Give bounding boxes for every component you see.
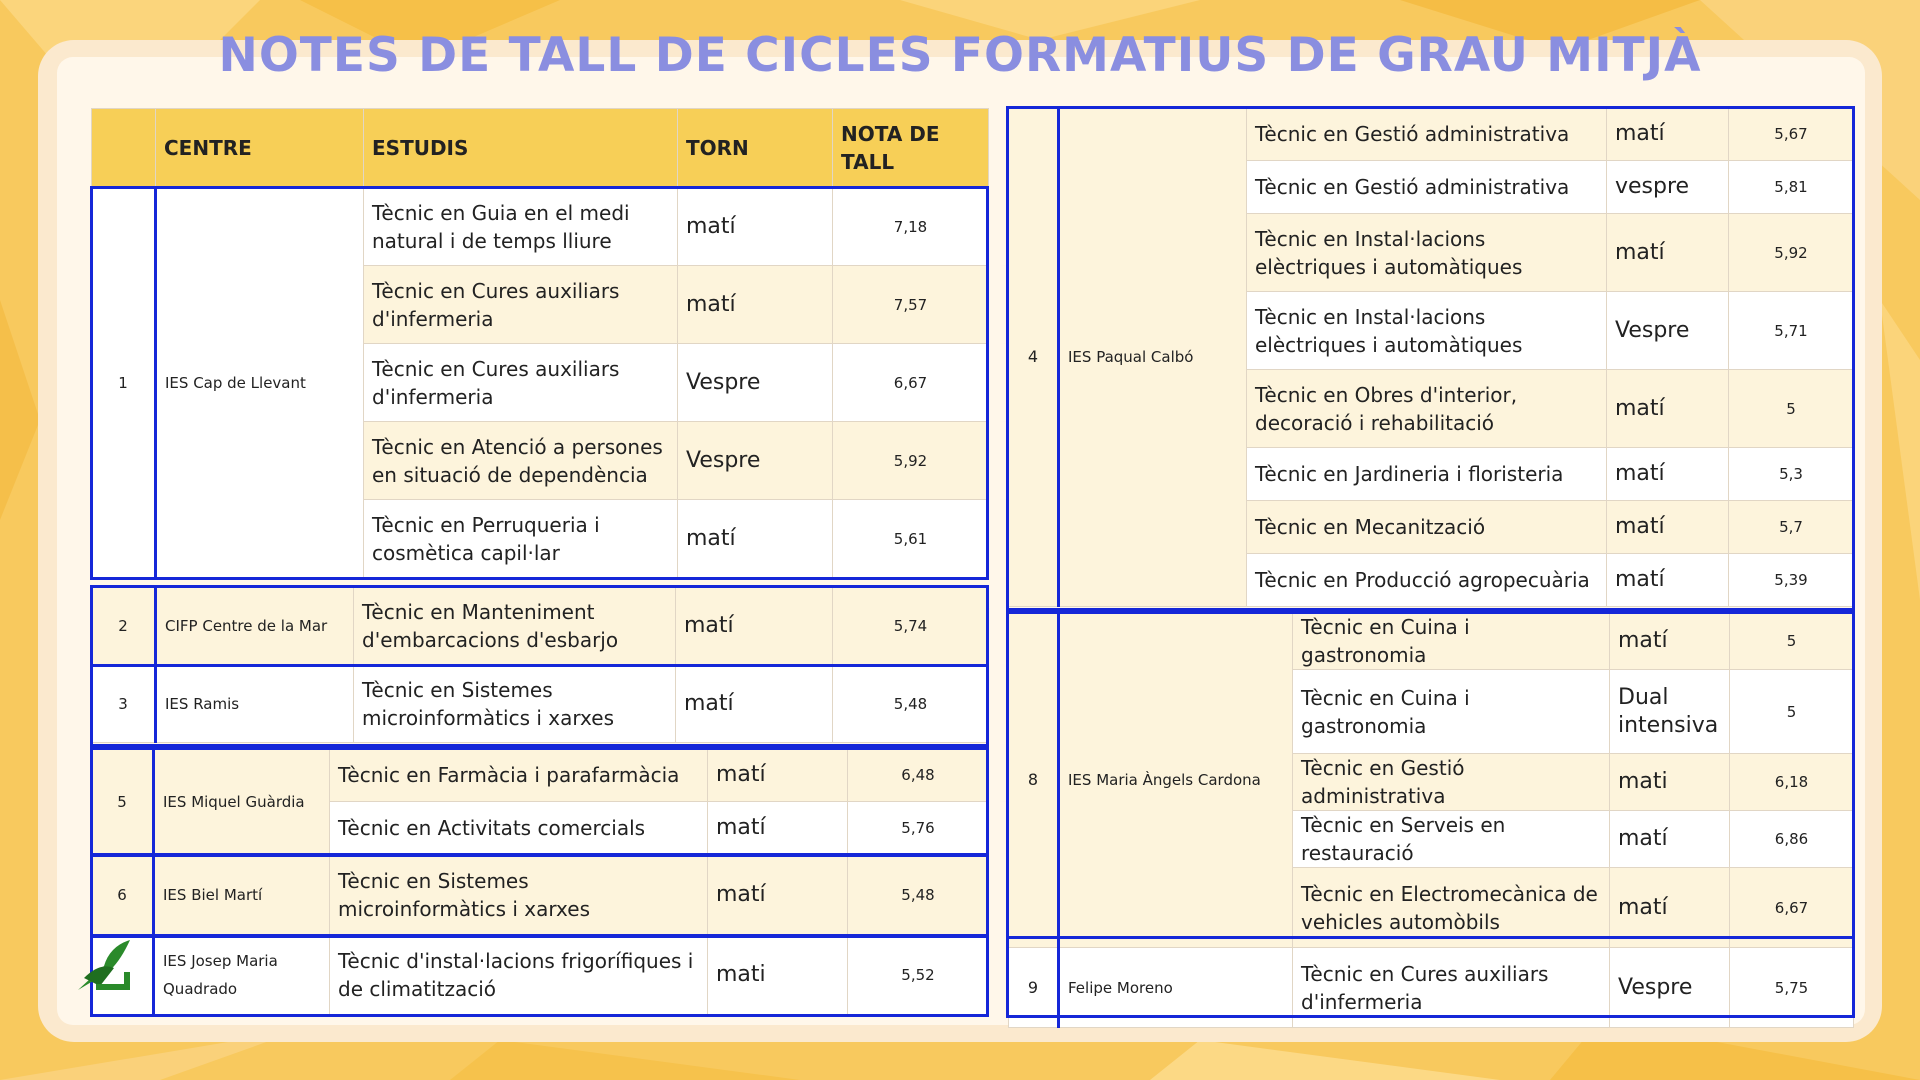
- estudis-cell: Tècnic en Cuina i gastronomia: [1293, 670, 1610, 754]
- table-row: [1009, 108, 1854, 161]
- table-row: [92, 665, 989, 743]
- torn-cell: matí: [676, 587, 833, 665]
- torn-cell: matí: [1607, 370, 1729, 448]
- nota-cell: 7,57: [833, 266, 989, 344]
- estudis-cell: Tècnic en Gestió administrativa: [1293, 754, 1610, 811]
- nota-cell: 5,81: [1729, 161, 1854, 214]
- estudis-cell: Tècnic en Mecanització: [1247, 501, 1607, 554]
- right-table-bottom: [1008, 612, 1854, 1028]
- estudis-cell: Tècnic en Cures auxiliars d'infermeria: [364, 344, 678, 422]
- estudis-cell: Tècnic en Jardineria i floristeria: [1247, 448, 1607, 501]
- torn-cell: matí: [708, 749, 848, 802]
- estudis-cell: Tècnic en Producció agropecuària: [1247, 554, 1607, 607]
- torn-cell: matí: [678, 266, 833, 344]
- torn-cell: matí: [708, 855, 848, 935]
- right-table-top: [1008, 107, 1854, 607]
- nota-cell: 6,86: [1730, 811, 1854, 868]
- nota-cell: 5: [1730, 613, 1854, 670]
- estudis-cell: Tècnic en Manteniment d'embarcacions d'esbarjo: [354, 587, 676, 665]
- torn-cell: matí: [1607, 448, 1729, 501]
- estudis-cell: Tècnic en Gestió administrativa: [1247, 108, 1607, 161]
- estudis-cell: Tècnic en Cuina i gastronomia: [1293, 613, 1610, 670]
- estudis-cell: Tècnic en Guia en el medi natural i de temps lliure: [364, 188, 678, 266]
- nota-cell: 6,67: [1730, 868, 1854, 948]
- torn-cell: matí: [1610, 613, 1730, 670]
- estudis-cell: Tècnic en Atenció a persones en situació de dependència: [364, 422, 678, 500]
- estudis-cell: Tècnic en Activitats comercials: [330, 802, 708, 855]
- torn-cell: mati: [1610, 754, 1730, 811]
- torn-cell: mati: [708, 935, 848, 1015]
- header-centre: CENTRE: [156, 109, 364, 188]
- left-table-middle: [91, 586, 989, 743]
- row-number: 6: [92, 855, 154, 935]
- estudis-cell: Tècnic en Instal·lacions elèctriques i automàtiques: [1247, 292, 1607, 370]
- leaf-logo-icon: [70, 932, 140, 1002]
- torn-cell: matí: [678, 500, 833, 578]
- estudis-cell: Tècnic d'instal·lacions frigorífiques i de climatització: [330, 935, 708, 1015]
- nota-cell: 5,7: [1729, 501, 1854, 554]
- nota-cell: 5: [1729, 370, 1854, 448]
- estudis-cell: Tècnic en Obres d'interior, decoració i rehabilitació: [1247, 370, 1607, 448]
- centre-name: IES Paqual Calbó: [1059, 108, 1247, 607]
- estudis-cell: Tècnic en Sistemes microinformàtics i xarxes: [354, 665, 676, 743]
- centre-name: IES Josep Maria Quadrado: [154, 935, 330, 1015]
- nota-cell: 5,75: [1730, 948, 1854, 1028]
- torn-cell: matí: [1607, 214, 1729, 292]
- torn-cell: matí: [1607, 554, 1729, 607]
- page-title: NOTES DE TALL DE CICLES FORMATIUS DE GRAU MITJÀ: [218, 28, 1702, 83]
- estudis-cell: Tècnic en Instal·lacions elèctriques i automàtiques: [1247, 214, 1607, 292]
- table-row: [92, 188, 989, 266]
- torn-cell: Vespre: [1607, 292, 1729, 370]
- nota-cell: 7,18: [833, 188, 989, 266]
- torn-cell: matí: [1610, 868, 1730, 948]
- torn-cell: Vespre: [1610, 948, 1730, 1028]
- centre-name: IES Cap de Llevant: [156, 188, 364, 578]
- row-number: 9: [1009, 948, 1059, 1028]
- row-number: 5: [92, 749, 154, 855]
- nota-cell: 5,61: [833, 500, 989, 578]
- nota-cell: 5,71: [1729, 292, 1854, 370]
- estudis-cell: Tècnic en Perruqueria i cosmètica capil·lar: [364, 500, 678, 578]
- row-number: 8: [1009, 613, 1059, 948]
- torn-cell: Vespre: [678, 422, 833, 500]
- left-table-top: [91, 108, 989, 578]
- nota-cell: 5,92: [1729, 214, 1854, 292]
- table-row: [92, 749, 989, 802]
- centre-name: CIFP Centre de la Mar: [156, 587, 354, 665]
- centre-name: IES Maria Àngels Cardona: [1059, 613, 1293, 948]
- estudis-cell: Tècnic en Gestió administrativa: [1247, 161, 1607, 214]
- nota-cell: 5: [1730, 670, 1854, 754]
- torn-cell: Vespre: [678, 344, 833, 422]
- header-estudis: ESTUDIS: [364, 109, 678, 188]
- torn-cell: matí: [1607, 108, 1729, 161]
- table-row: [1009, 948, 1854, 1028]
- estudis-cell: Tècnic en Cures auxiliars d'infermeria: [1293, 948, 1610, 1028]
- centre-name: IES Biel Martí: [154, 855, 330, 935]
- nota-cell: 5,52: [848, 935, 989, 1015]
- nota-cell: 5,48: [833, 665, 989, 743]
- nota-cell: 5,48: [848, 855, 989, 935]
- nota-cell: 5,74: [833, 587, 989, 665]
- nota-cell: 6,48: [848, 749, 989, 802]
- row-number: 1: [92, 188, 156, 578]
- torn-cell: matí: [678, 188, 833, 266]
- header-nota: NOTA DE TALL: [833, 109, 989, 188]
- header-num: [92, 109, 156, 188]
- torn-cell: matí: [708, 802, 848, 855]
- nota-cell: 6,67: [833, 344, 989, 422]
- header-torn: TORN: [678, 109, 833, 188]
- table-row: [92, 855, 989, 935]
- centre-name: IES Miquel Guàrdia: [154, 749, 330, 855]
- torn-cell: vespre: [1607, 161, 1729, 214]
- table-row: [92, 935, 989, 1015]
- nota-cell: 6,18: [1730, 754, 1854, 811]
- torn-cell: Dual intensiva: [1610, 670, 1730, 754]
- torn-cell: matí: [1607, 501, 1729, 554]
- estudis-cell: Tècnic en Farmàcia i parafarmàcia: [330, 749, 708, 802]
- estudis-cell: Tècnic en Sistemes microinformàtics i xarxes: [330, 855, 708, 935]
- row-number: 3: [92, 665, 156, 743]
- centre-name: Felipe Moreno: [1059, 948, 1293, 1028]
- torn-cell: matí: [1610, 811, 1730, 868]
- nota-cell: 5,92: [833, 422, 989, 500]
- nota-cell: 5,67: [1729, 108, 1854, 161]
- left-table-bottom: [91, 748, 989, 1015]
- nota-cell: 5,76: [848, 802, 989, 855]
- estudis-cell: Tècnic en Serveis en restauració: [1293, 811, 1610, 868]
- torn-cell: matí: [676, 665, 833, 743]
- row-number: 2: [92, 587, 156, 665]
- table-row: [1009, 613, 1854, 670]
- estudis-cell: Tècnic en Cures auxiliars d'infermeria: [364, 266, 678, 344]
- nota-cell: 5,39: [1729, 554, 1854, 607]
- row-number: 4: [1009, 108, 1059, 607]
- table-row: [92, 587, 989, 665]
- estudis-cell: Tècnic en Electromecànica de vehicles automòbils: [1293, 868, 1610, 948]
- nota-cell: 5,3: [1729, 448, 1854, 501]
- centre-name: IES Ramis: [156, 665, 354, 743]
- table-header-row: [92, 109, 989, 188]
